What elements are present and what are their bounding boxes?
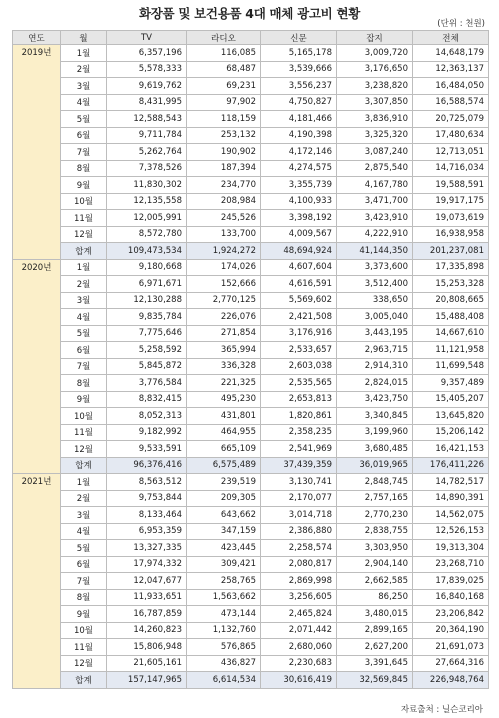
table-row <box>13 177 489 194</box>
total-total-cell: 176,411,226 <box>413 457 489 474</box>
tv-cell: 12,130,288 <box>107 292 187 309</box>
newspaper-cell: 2,653,813 <box>261 391 337 408</box>
magazine-cell: 2,963,715 <box>337 342 413 359</box>
month-cell: 6월 <box>61 342 107 359</box>
newspaper-cell: 2,603,038 <box>261 358 337 375</box>
magazine-cell: 2,899,165 <box>337 622 413 639</box>
magazine-cell: 4,222,910 <box>337 226 413 243</box>
total-month-cell: 합계 <box>61 672 107 689</box>
total-tv-cell: 96,376,416 <box>107 457 187 474</box>
magazine-cell: 3,391,645 <box>337 655 413 672</box>
tv-cell: 21,605,161 <box>107 655 187 672</box>
newspaper-cell: 2,680,060 <box>261 639 337 656</box>
tv-cell: 9,619,762 <box>107 78 187 95</box>
table-row <box>13 507 489 524</box>
radio-cell: 116,085 <box>187 45 261 62</box>
table-row <box>13 94 489 111</box>
table-row <box>13 292 489 309</box>
table-row <box>13 276 489 293</box>
table-row <box>13 325 489 342</box>
total-magazine-cell: 36,019,965 <box>337 457 413 474</box>
newspaper-cell: 3,256,605 <box>261 589 337 606</box>
tv-cell: 16,787,859 <box>107 606 187 623</box>
month-cell: 2월 <box>61 276 107 293</box>
table-row <box>13 61 489 78</box>
month-cell: 6월 <box>61 556 107 573</box>
radio-cell: 473,144 <box>187 606 261 623</box>
magazine-cell: 3,303,950 <box>337 540 413 557</box>
source-note: 자료출처 : 닐슨코리아 <box>400 705 483 715</box>
tv-cell: 12,005,991 <box>107 210 187 227</box>
table-row <box>13 160 489 177</box>
magazine-cell: 2,824,015 <box>337 375 413 392</box>
newspaper-cell: 4,190,398 <box>261 127 337 144</box>
tv-cell: 8,431,995 <box>107 94 187 111</box>
newspaper-cell: 3,355,739 <box>261 177 337 194</box>
newspaper-cell: 3,130,741 <box>261 474 337 491</box>
table-row <box>13 540 489 557</box>
table-row <box>13 259 489 276</box>
table-row <box>13 474 489 491</box>
month-cell: 3월 <box>61 292 107 309</box>
total-cell: 19,588,591 <box>413 177 489 194</box>
month-cell: 2월 <box>61 490 107 507</box>
newspaper-cell: 3,014,718 <box>261 507 337 524</box>
radio-cell: 118,159 <box>187 111 261 128</box>
month-cell: 5월 <box>61 325 107 342</box>
newspaper-cell: 5,569,602 <box>261 292 337 309</box>
month-cell: 11월 <box>61 210 107 227</box>
magazine-cell: 2,904,140 <box>337 556 413 573</box>
total-cell: 13,645,820 <box>413 408 489 425</box>
radio-cell: 69,231 <box>187 78 261 95</box>
year-cell: 2019년 <box>13 45 61 260</box>
magazine-cell: 3,373,600 <box>337 259 413 276</box>
table-row <box>13 490 489 507</box>
tv-cell: 9,182,992 <box>107 424 187 441</box>
radio-cell: 2,770,125 <box>187 292 261 309</box>
ad-spend-table <box>12 30 489 689</box>
newspaper-cell: 2,541,969 <box>261 441 337 458</box>
total-cell: 16,421,153 <box>413 441 489 458</box>
radio-cell: 97,902 <box>187 94 261 111</box>
total-cell: 15,253,328 <box>413 276 489 293</box>
table-row <box>13 408 489 425</box>
total-cell: 14,890,391 <box>413 490 489 507</box>
radio-cell: 665,109 <box>187 441 261 458</box>
newspaper-cell: 2,258,574 <box>261 540 337 557</box>
magazine-cell: 2,757,165 <box>337 490 413 507</box>
radio-cell: 1,563,662 <box>187 589 261 606</box>
table-row <box>13 606 489 623</box>
table-row <box>13 226 489 243</box>
magazine-cell: 3,443,195 <box>337 325 413 342</box>
tv-cell: 14,260,823 <box>107 622 187 639</box>
newspaper-cell: 4,172,146 <box>261 144 337 161</box>
month-cell: 12월 <box>61 655 107 672</box>
radio-cell: 347,159 <box>187 523 261 540</box>
newspaper-cell: 2,170,077 <box>261 490 337 507</box>
radio-cell: 226,076 <box>187 309 261 326</box>
total-cell: 14,782,517 <box>413 474 489 491</box>
header-month: 월 <box>61 31 107 45</box>
year-cell: 2020년 <box>13 259 61 474</box>
total-cell: 11,699,548 <box>413 358 489 375</box>
header-year: 연도 <box>13 31 61 45</box>
month-cell: 4월 <box>61 309 107 326</box>
tv-cell: 11,933,651 <box>107 589 187 606</box>
table-row <box>13 78 489 95</box>
total-cell: 14,648,179 <box>413 45 489 62</box>
total-cell: 20,364,190 <box>413 622 489 639</box>
total-cell: 16,840,168 <box>413 589 489 606</box>
table-row <box>13 193 489 210</box>
total-total-cell: 201,237,081 <box>413 243 489 260</box>
total-cell: 12,363,137 <box>413 61 489 78</box>
month-cell: 7월 <box>61 573 107 590</box>
total-cell: 15,206,142 <box>413 424 489 441</box>
tv-cell: 11,830,302 <box>107 177 187 194</box>
header-tv: TV <box>107 31 187 45</box>
magazine-cell: 2,662,585 <box>337 573 413 590</box>
radio-cell: 423,445 <box>187 540 261 557</box>
table-row <box>13 342 489 359</box>
total-cell: 9,357,489 <box>413 375 489 392</box>
total-newspaper-cell: 48,694,924 <box>261 243 337 260</box>
total-cell: 17,839,025 <box>413 573 489 590</box>
total-cell: 19,917,175 <box>413 193 489 210</box>
newspaper-cell: 4,100,933 <box>261 193 337 210</box>
radio-cell: 239,519 <box>187 474 261 491</box>
header-row <box>13 31 489 45</box>
magazine-cell: 3,480,015 <box>337 606 413 623</box>
tv-cell: 8,572,780 <box>107 226 187 243</box>
radio-cell: 221,325 <box>187 375 261 392</box>
tv-cell: 8,133,464 <box>107 507 187 524</box>
radio-cell: 234,770 <box>187 177 261 194</box>
tv-cell: 5,845,872 <box>107 358 187 375</box>
month-cell: 11월 <box>61 639 107 656</box>
total-month-cell: 합계 <box>61 243 107 260</box>
newspaper-cell: 4,616,591 <box>261 276 337 293</box>
newspaper-cell: 3,539,666 <box>261 61 337 78</box>
total-cell: 27,664,316 <box>413 655 489 672</box>
tv-cell: 5,578,333 <box>107 61 187 78</box>
radio-cell: 336,328 <box>187 358 261 375</box>
newspaper-cell: 2,533,657 <box>261 342 337 359</box>
magazine-cell: 3,340,845 <box>337 408 413 425</box>
tv-cell: 9,180,668 <box>107 259 187 276</box>
total-cell: 16,484,050 <box>413 78 489 95</box>
newspaper-cell: 2,386,880 <box>261 523 337 540</box>
magazine-cell: 2,770,230 <box>337 507 413 524</box>
tv-cell: 5,262,764 <box>107 144 187 161</box>
magazine-cell: 3,471,700 <box>337 193 413 210</box>
newspaper-cell: 3,176,916 <box>261 325 337 342</box>
month-cell: 1월 <box>61 474 107 491</box>
month-cell: 8월 <box>61 589 107 606</box>
total-cell: 14,667,610 <box>413 325 489 342</box>
tv-cell: 7,378,526 <box>107 160 187 177</box>
total-cell: 12,713,051 <box>413 144 489 161</box>
tv-cell: 6,357,196 <box>107 45 187 62</box>
newspaper-cell: 2,421,508 <box>261 309 337 326</box>
magazine-cell: 3,836,910 <box>337 111 413 128</box>
magazine-cell: 3,176,650 <box>337 61 413 78</box>
radio-cell: 133,700 <box>187 226 261 243</box>
magazine-cell: 3,005,040 <box>337 309 413 326</box>
total-cell: 19,313,304 <box>413 540 489 557</box>
newspaper-cell: 4,181,466 <box>261 111 337 128</box>
magazine-cell: 2,838,755 <box>337 523 413 540</box>
month-cell: 4월 <box>61 523 107 540</box>
month-cell: 10월 <box>61 408 107 425</box>
radio-cell: 253,132 <box>187 127 261 144</box>
month-cell: 1월 <box>61 45 107 62</box>
table-row <box>13 111 489 128</box>
total-tv-cell: 157,147,965 <box>107 672 187 689</box>
tv-cell: 9,753,844 <box>107 490 187 507</box>
radio-cell: 245,526 <box>187 210 261 227</box>
newspaper-cell: 2,230,683 <box>261 655 337 672</box>
total-tv-cell: 109,473,534 <box>107 243 187 260</box>
year-cell: 2021년 <box>13 474 61 689</box>
tv-cell: 12,135,558 <box>107 193 187 210</box>
month-cell: 9월 <box>61 177 107 194</box>
newspaper-cell: 2,535,565 <box>261 375 337 392</box>
tv-cell: 7,775,646 <box>107 325 187 342</box>
total-newspaper-cell: 30,616,419 <box>261 672 337 689</box>
tv-cell: 8,832,415 <box>107 391 187 408</box>
total-radio-cell: 6,575,489 <box>187 457 261 474</box>
month-cell: 4월 <box>61 94 107 111</box>
radio-cell: 643,662 <box>187 507 261 524</box>
table-row <box>13 424 489 441</box>
header-total: 전체 <box>413 31 489 45</box>
total-cell: 19,073,619 <box>413 210 489 227</box>
magazine-cell: 86,250 <box>337 589 413 606</box>
total-magazine-cell: 32,569,845 <box>337 672 413 689</box>
table-row <box>13 45 489 62</box>
radio-cell: 365,994 <box>187 342 261 359</box>
month-cell: 11월 <box>61 424 107 441</box>
radio-cell: 152,666 <box>187 276 261 293</box>
newspaper-cell: 2,071,442 <box>261 622 337 639</box>
tv-cell: 6,953,359 <box>107 523 187 540</box>
month-cell: 1월 <box>61 259 107 276</box>
magazine-cell: 3,680,485 <box>337 441 413 458</box>
total-cell: 20,808,665 <box>413 292 489 309</box>
month-cell: 6월 <box>61 127 107 144</box>
newspaper-cell: 2,465,824 <box>261 606 337 623</box>
tv-cell: 17,974,332 <box>107 556 187 573</box>
header-newspaper: 신문 <box>261 31 337 45</box>
newspaper-cell: 4,009,567 <box>261 226 337 243</box>
radio-cell: 576,865 <box>187 639 261 656</box>
total-cell: 12,526,153 <box>413 523 489 540</box>
tv-cell: 13,327,335 <box>107 540 187 557</box>
newspaper-cell: 2,358,235 <box>261 424 337 441</box>
total-row <box>13 243 489 260</box>
radio-cell: 431,801 <box>187 408 261 425</box>
magazine-cell: 3,325,320 <box>337 127 413 144</box>
month-cell: 3월 <box>61 78 107 95</box>
month-cell: 10월 <box>61 622 107 639</box>
radio-cell: 174,026 <box>187 259 261 276</box>
newspaper-cell: 2,869,998 <box>261 573 337 590</box>
tv-cell: 8,563,512 <box>107 474 187 491</box>
total-row <box>13 457 489 474</box>
tv-cell: 12,588,543 <box>107 111 187 128</box>
tv-cell: 8,052,313 <box>107 408 187 425</box>
newspaper-cell: 3,556,237 <box>261 78 337 95</box>
table-row <box>13 523 489 540</box>
total-cell: 16,588,574 <box>413 94 489 111</box>
unit-note: (단위 : 천원) <box>437 19 485 29</box>
table-row <box>13 655 489 672</box>
table-row <box>13 573 489 590</box>
total-row <box>13 672 489 689</box>
total-radio-cell: 1,924,272 <box>187 243 261 260</box>
month-cell: 9월 <box>61 391 107 408</box>
tv-cell: 9,711,784 <box>107 127 187 144</box>
table-row <box>13 639 489 656</box>
table-row <box>13 556 489 573</box>
newspaper-cell: 5,165,178 <box>261 45 337 62</box>
month-cell: 7월 <box>61 358 107 375</box>
newspaper-cell: 4,274,575 <box>261 160 337 177</box>
table-row <box>13 358 489 375</box>
total-cell: 20,725,079 <box>413 111 489 128</box>
magazine-cell: 3,423,910 <box>337 210 413 227</box>
magazine-cell: 3,423,750 <box>337 391 413 408</box>
magazine-cell: 2,848,745 <box>337 474 413 491</box>
total-cell: 23,268,710 <box>413 556 489 573</box>
magazine-cell: 4,167,780 <box>337 177 413 194</box>
total-cell: 16,938,958 <box>413 226 489 243</box>
newspaper-cell: 3,398,192 <box>261 210 337 227</box>
radio-cell: 464,955 <box>187 424 261 441</box>
table-row <box>13 144 489 161</box>
magazine-cell: 2,914,310 <box>337 358 413 375</box>
radio-cell: 495,230 <box>187 391 261 408</box>
month-cell: 7월 <box>61 144 107 161</box>
magazine-cell: 2,627,200 <box>337 639 413 656</box>
newspaper-cell: 1,820,861 <box>261 408 337 425</box>
total-month-cell: 합계 <box>61 457 107 474</box>
radio-cell: 309,421 <box>187 556 261 573</box>
magazine-cell: 3,009,720 <box>337 45 413 62</box>
total-radio-cell: 6,614,534 <box>187 672 261 689</box>
month-cell: 8월 <box>61 375 107 392</box>
tv-cell: 9,835,784 <box>107 309 187 326</box>
table-row <box>13 441 489 458</box>
table-body <box>13 45 489 689</box>
total-cell: 15,488,408 <box>413 309 489 326</box>
table-row <box>13 375 489 392</box>
total-cell: 17,480,634 <box>413 127 489 144</box>
month-cell: 8월 <box>61 160 107 177</box>
magazine-cell: 2,875,540 <box>337 160 413 177</box>
radio-cell: 436,827 <box>187 655 261 672</box>
magazine-cell: 338,650 <box>337 292 413 309</box>
tv-cell: 15,806,948 <box>107 639 187 656</box>
radio-cell: 208,984 <box>187 193 261 210</box>
month-cell: 5월 <box>61 111 107 128</box>
month-cell: 12월 <box>61 226 107 243</box>
header-magazine: 잡지 <box>337 31 413 45</box>
total-cell: 23,206,842 <box>413 606 489 623</box>
table-row <box>13 309 489 326</box>
radio-cell: 187,394 <box>187 160 261 177</box>
table-row <box>13 127 489 144</box>
total-total-cell: 226,948,764 <box>413 672 489 689</box>
radio-cell: 68,487 <box>187 61 261 78</box>
total-cell: 21,691,073 <box>413 639 489 656</box>
table-row <box>13 589 489 606</box>
magazine-cell: 3,512,400 <box>337 276 413 293</box>
table-row <box>13 622 489 639</box>
table-row <box>13 391 489 408</box>
magazine-cell: 3,307,850 <box>337 94 413 111</box>
magazine-cell: 3,087,240 <box>337 144 413 161</box>
tv-cell: 12,047,677 <box>107 573 187 590</box>
tv-cell: 6,971,671 <box>107 276 187 293</box>
radio-cell: 258,765 <box>187 573 261 590</box>
tv-cell: 5,258,592 <box>107 342 187 359</box>
total-newspaper-cell: 37,439,359 <box>261 457 337 474</box>
header-radio: 라디오 <box>187 31 261 45</box>
newspaper-cell: 4,607,604 <box>261 259 337 276</box>
month-cell: 5월 <box>61 540 107 557</box>
month-cell: 9월 <box>61 606 107 623</box>
magazine-cell: 3,238,820 <box>337 78 413 95</box>
newspaper-cell: 4,750,827 <box>261 94 337 111</box>
page-title: 화장품 및 보건용품 4대 매체 광고비 현황 <box>138 6 361 21</box>
radio-cell: 190,902 <box>187 144 261 161</box>
total-cell: 11,121,958 <box>413 342 489 359</box>
tv-cell: 9,533,591 <box>107 441 187 458</box>
total-cell: 14,716,034 <box>413 160 489 177</box>
total-magazine-cell: 41,144,350 <box>337 243 413 260</box>
newspaper-cell: 2,080,817 <box>261 556 337 573</box>
month-cell: 12월 <box>61 441 107 458</box>
magazine-cell: 3,199,960 <box>337 424 413 441</box>
month-cell: 10월 <box>61 193 107 210</box>
radio-cell: 271,854 <box>187 325 261 342</box>
month-cell: 2월 <box>61 61 107 78</box>
month-cell: 3월 <box>61 507 107 524</box>
radio-cell: 1,132,760 <box>187 622 261 639</box>
radio-cell: 209,305 <box>187 490 261 507</box>
tv-cell: 3,776,584 <box>107 375 187 392</box>
total-cell: 15,405,207 <box>413 391 489 408</box>
total-cell: 14,562,075 <box>413 507 489 524</box>
table-row <box>13 210 489 227</box>
total-cell: 17,335,898 <box>413 259 489 276</box>
